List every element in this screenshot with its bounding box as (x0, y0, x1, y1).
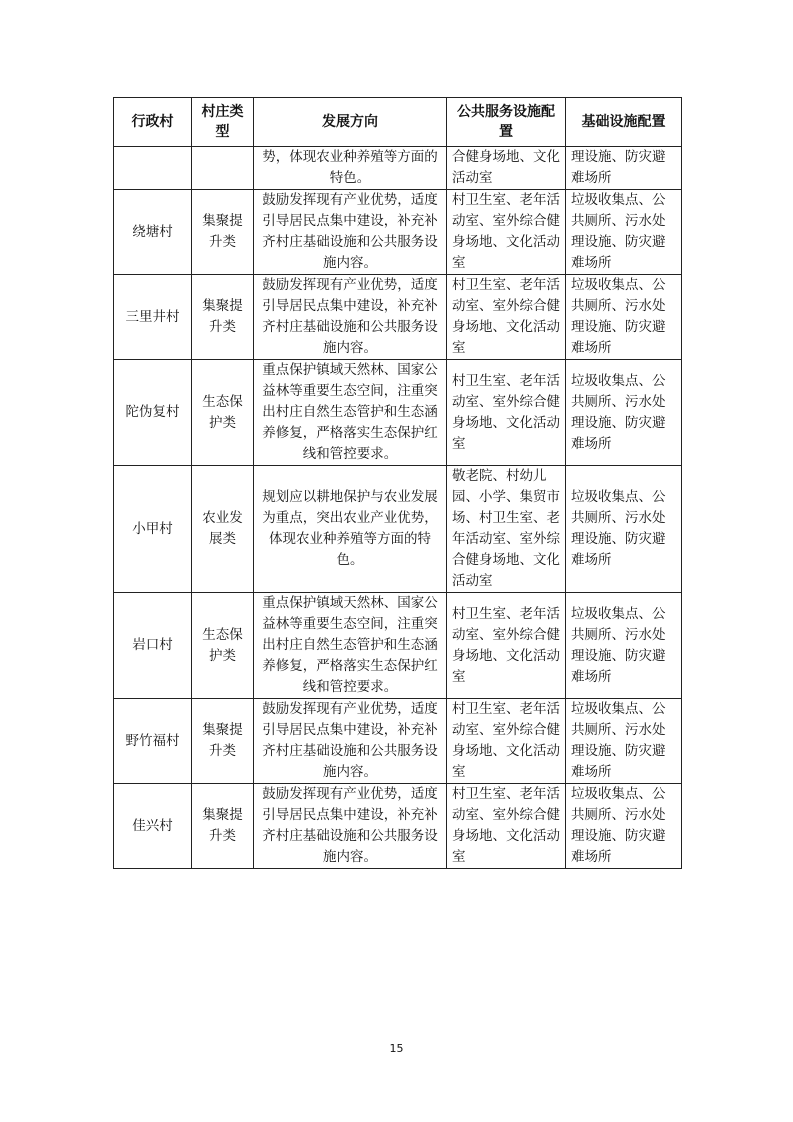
village-type: 集聚提升类 (192, 784, 254, 869)
table-row (114, 699, 682, 784)
header-infrastructure: 基础设施配置 (566, 98, 682, 147)
header-public-facilities: 公共服务设施配置 (447, 98, 566, 147)
development-direction: 势，体现农业种养殖等方面的特色。 (254, 147, 447, 190)
table-row (114, 275, 682, 360)
village-planning-table (113, 97, 682, 869)
table-row (114, 190, 682, 275)
village-name: 小甲村 (114, 466, 192, 593)
infrastructure: 垃圾收集点、公共厕所、污水处理设施、防灾避难场所 (566, 593, 682, 699)
public-facilities: 村卫生室、老年活动室、室外综合健身场地、文化活动室 (447, 275, 566, 360)
public-facilities: 村卫生室、老年活动室、室外综合健身场地、文化活动室 (447, 593, 566, 699)
public-facilities: 村卫生室、老年活动室、室外综合健身场地、文化活动室 (447, 190, 566, 275)
infrastructure: 理设施、防灾避难场所 (566, 147, 682, 190)
development-direction: 重点保护镇域天然林、国家公益林等重要生态空间，注重突出村庄自然生态管护和生态涵养修复，严格落实生态保护红线和管控要求。 (254, 360, 447, 466)
public-facilities: 村卫生室、老年活动室、室外综合健身场地、文化活动室 (447, 699, 566, 784)
development-direction: 鼓励发挥现有产业优势，适度引导居民点集中建设，补充补齐村庄基础设施和公共服务设施内容。 (254, 190, 447, 275)
development-direction: 规划应以耕地保护与农业发展为重点，突出农业产业优势，体现农业种养殖等方面的特色。 (254, 466, 447, 593)
infrastructure: 垃圾收集点、公共厕所、污水处理设施、防灾避难场所 (566, 275, 682, 360)
village-type: 集聚提升类 (192, 275, 254, 360)
table-row (114, 147, 682, 190)
village-name: 岩口村 (114, 593, 192, 699)
village-name: 野竹福村 (114, 699, 192, 784)
table-header-row (114, 98, 682, 147)
village-type: 农业发展类 (192, 466, 254, 593)
development-direction: 重点保护镇域天然林、国家公益林等重要生态空间，注重突出村庄自然生态管护和生态涵养修复，严格落实生态保护红线和管控要求。 (254, 593, 447, 699)
development-direction: 鼓励发挥现有产业优势，适度引导居民点集中建设，补充补齐村庄基础设施和公共服务设施内容。 (254, 699, 447, 784)
table-row (114, 784, 682, 869)
public-facilities: 合健身场地、文化活动室 (447, 147, 566, 190)
infrastructure: 垃圾收集点、公共厕所、污水处理设施、防灾避难场所 (566, 190, 682, 275)
development-direction: 鼓励发挥现有产业优势，适度引导居民点集中建设，补充补齐村庄基础设施和公共服务设施内容。 (254, 275, 447, 360)
table-row (114, 466, 682, 593)
infrastructure: 垃圾收集点、公共厕所、污水处理设施、防灾避难场所 (566, 699, 682, 784)
village-name: 佳兴村 (114, 784, 192, 869)
village-name: 三里井村 (114, 275, 192, 360)
infrastructure: 垃圾收集点、公共厕所、污水处理设施、防灾避难场所 (566, 784, 682, 869)
header-village-type: 村庄类型 (192, 98, 254, 147)
village-name: 陀伪复村 (114, 360, 192, 466)
table-row (114, 360, 682, 466)
page-number: 15 (389, 1042, 404, 1055)
infrastructure: 垃圾收集点、公共厕所、污水处理设施、防灾避难场所 (566, 466, 682, 593)
header-village: 行政村 (114, 98, 192, 147)
public-facilities: 村卫生室、老年活动室、室外综合健身场地、文化活动室 (447, 360, 566, 466)
header-development-direction: 发展方向 (254, 98, 447, 147)
table-row (114, 593, 682, 699)
development-direction: 鼓励发挥现有产业优势，适度引导居民点集中建设，补充补齐村庄基础设施和公共服务设施内容。 (254, 784, 447, 869)
village-type: 集聚提升类 (192, 190, 254, 275)
infrastructure: 垃圾收集点、公共厕所、污水处理设施、防灾避难场所 (566, 360, 682, 466)
village-type: 集聚提升类 (192, 699, 254, 784)
village-name: 绕塘村 (114, 190, 192, 275)
public-facilities: 敬老院、村幼儿园、小学、集贸市场、村卫生室、老年活动室、室外综合健身场地、文化活动室 (447, 466, 566, 593)
village-type: 生态保护类 (192, 360, 254, 466)
village-name (114, 147, 192, 190)
public-facilities: 村卫生室、老年活动室、室外综合健身场地、文化活动室 (447, 784, 566, 869)
village-type (192, 147, 254, 190)
village-type: 生态保护类 (192, 593, 254, 699)
